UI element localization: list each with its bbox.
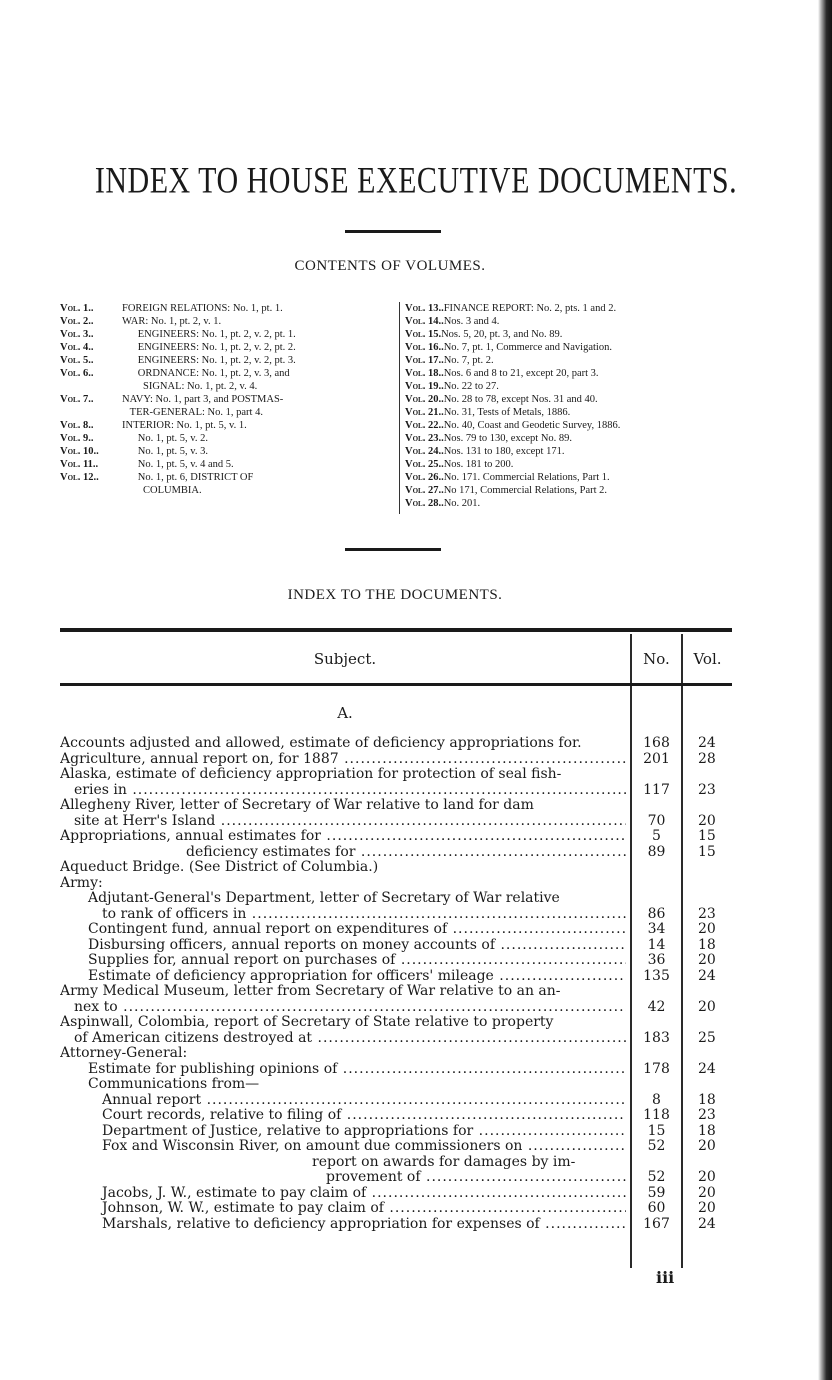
row-doc-number: 118 — [643, 1107, 670, 1123]
volumes-column-divider — [399, 302, 400, 514]
volumes-left-column — [60, 302, 398, 497]
row-subject: eries in ..... — [60, 783, 626, 799]
row-subject: Annual report ..... — [60, 1093, 626, 1109]
volume-description: SIGNAL: No. 1, pt. 2, v. 4. — [122, 381, 258, 392]
section-letter: A. — [337, 704, 353, 722]
volume-line — [405, 419, 735, 432]
volumes-right-column — [405, 302, 735, 510]
header-rule — [60, 683, 732, 686]
volume-line — [60, 367, 398, 380]
row-subject: Accounts adjusted and allowed, estimate of deficiency appropriations for. — [60, 736, 582, 751]
row-subject: Adjutant-General's Department, letter of Secretary of War relative — [88, 891, 560, 906]
row-subject: provement of ..... — [60, 1170, 626, 1186]
volume-line — [405, 497, 735, 510]
row-subject: report on awards for damages by im- — [312, 1154, 576, 1170]
volume-number: Vol. 16.. — [405, 342, 444, 353]
title-divider — [345, 230, 441, 233]
volume-line — [405, 341, 735, 354]
volume-line — [405, 406, 735, 419]
page-edge-shadow — [818, 0, 832, 1380]
index-heading: INDEX TO THE DOCUMENTS. — [287, 587, 503, 603]
volume-line — [60, 419, 398, 432]
row-volume: 15 — [698, 828, 716, 844]
volume-line — [405, 484, 735, 497]
volume-description: No. 1, pt. 5, v. 4 and 5. — [122, 459, 234, 470]
row-doc-number: 52 — [647, 1169, 666, 1185]
row-doc-number: 183 — [643, 1029, 670, 1046]
row-subject: Appropriations, annual estimates for ..... — [60, 829, 626, 845]
row-doc-number: 201 — [643, 750, 670, 767]
volume-line — [405, 458, 735, 471]
volume-description: ORDNANCE: No. 1, pt. 2, v. 3, and — [122, 368, 290, 379]
row-subject: deficiency estimates for ..... — [60, 845, 626, 861]
volume-description: FOREIGN RELATIONS: No. 1, pt. 1. — [122, 303, 283, 314]
table-row — [60, 752, 732, 768]
volume-description: ENGINEERS: No. 1, pt. 2, v. 2, pt. 2. — [122, 342, 296, 353]
row-subject: Jacobs, J. W., estimate to pay claim of ..... — [60, 1186, 626, 1202]
volume-line — [405, 432, 735, 445]
row-subject: Fox and Wisconsin River, on amount due commissioners on ..... — [60, 1139, 626, 1155]
volume-description: FINANCE REPORT: No. 2, pts. 1 and 2. — [443, 303, 617, 314]
volume-description: No. 28 to 78, except Nos. 31 and 40. — [443, 394, 598, 405]
table-row — [60, 953, 732, 969]
volume-line — [60, 406, 398, 419]
row-volume: 20 — [698, 1184, 716, 1201]
volume-line — [60, 354, 398, 367]
table-top-rule — [60, 628, 732, 632]
volume-number: Vol. 9.. — [60, 433, 94, 444]
volume-line — [405, 471, 735, 484]
volume-description: TER-GENERAL: No. 1, part 4. — [122, 407, 263, 418]
row-subject: Allegheny River, letter of Secretary of War relative to land for dam — [60, 798, 534, 813]
row-subject: Agriculture, annual report on, for 1887 ..... — [60, 752, 626, 768]
volume-number: Vol. 13.. — [405, 303, 444, 314]
volume-description: ENGINEERS: No. 1, pt. 2, v. 2, pt. 3. — [122, 355, 296, 366]
row-volume: 20 — [698, 921, 716, 937]
table-row — [60, 938, 732, 954]
volume-description: No. 1, pt. 6, DISTRICT OF — [122, 472, 254, 483]
volume-number: Vol. 8.. — [60, 420, 94, 431]
volume-description: No. 201. — [443, 498, 481, 509]
volume-number: Vol. 23.. — [405, 433, 444, 444]
column-header-no: No. — [643, 650, 670, 668]
volume-number: Vol. 4.. — [60, 342, 94, 353]
volume-description: WAR: No. 1, pt. 2, v. 1. — [122, 316, 222, 327]
volume-line — [60, 445, 398, 458]
table-row — [60, 907, 732, 923]
row-subject: Army: — [60, 875, 103, 891]
volume-line — [60, 432, 398, 445]
volume-description: NAVY: No. 1, part 3, and POSTMAS- — [122, 394, 284, 405]
row-volume: 15 — [698, 843, 716, 860]
section-divider — [345, 548, 441, 551]
table-row — [60, 860, 732, 876]
row-volume: 24 — [698, 967, 716, 984]
row-subject: nex to ..... — [60, 1000, 626, 1016]
volume-line — [60, 458, 398, 471]
row-subject: Estimate of deficiency appropriation for officers' mileage ..... — [60, 969, 626, 985]
row-volume: 20 — [698, 952, 716, 968]
row-volume: 20 — [698, 1200, 716, 1216]
table-row — [60, 1031, 732, 1047]
table-row — [60, 783, 732, 799]
volume-number: Vol. 6.. — [60, 368, 94, 379]
row-subject: of American citizens destroyed at ..... — [60, 1031, 626, 1047]
table-row — [60, 1170, 732, 1186]
page-number: iii — [656, 1268, 675, 1287]
volume-description: Nos. 6 and 8 to 21, except 20, part 3. — [443, 368, 599, 379]
volume-description: No. 1, pt. 5, v. 2. — [122, 433, 208, 444]
volume-description: Nos. 3 and 4. — [443, 316, 500, 327]
volume-number: Vol. 18.. — [405, 368, 444, 379]
index-table — [60, 628, 732, 1268]
table-row — [60, 1046, 732, 1062]
volume-description: No. 7, pt. 1, Commerce and Navigation. — [443, 342, 612, 353]
row-subject: to rank of officers in ..... — [60, 907, 626, 923]
row-doc-number: 178 — [643, 1060, 670, 1077]
table-row — [60, 1000, 732, 1016]
row-doc-number: 42 — [647, 998, 666, 1015]
volume-description: No. 1, pt. 5, v. 3. — [122, 446, 208, 457]
volume-description: Nos. 131 to 180, except 171. — [443, 446, 565, 457]
volume-number: Vol. 26.. — [405, 472, 444, 483]
volume-line — [405, 380, 735, 393]
table-row — [60, 876, 732, 892]
row-doc-number: 36 — [647, 952, 666, 968]
row-volume: 23 — [698, 781, 716, 798]
volume-description: Nos. 181 to 200. — [443, 459, 514, 470]
row-subject: Alaska, estimate of deficiency appropriation for protection of seal fish- — [60, 767, 562, 782]
row-doc-number: 135 — [643, 967, 670, 984]
row-volume: 24 — [698, 735, 716, 751]
row-volume: 18 — [698, 1091, 716, 1108]
table-row — [60, 922, 732, 938]
row-subject: Court records, relative to filing of ..... — [60, 1108, 626, 1124]
volume-description: COLUMBIA. — [122, 485, 202, 496]
row-doc-number: 70 — [647, 812, 666, 829]
table-row — [60, 1139, 732, 1155]
table-row — [60, 1155, 732, 1171]
row-subject: Army Medical Museum, letter from Secretary of War relative to an an- — [60, 984, 561, 999]
row-volume: 28 — [698, 750, 716, 767]
volume-description: No. 31, Tests of Metals, 1886. — [443, 407, 571, 418]
row-subject: Johnson, W. W., estimate to pay claim of ..... — [60, 1201, 626, 1217]
row-volume: 24 — [698, 1215, 716, 1232]
volume-number: Vol. 11.. — [60, 459, 99, 470]
row-doc-number: 15 — [647, 1122, 666, 1139]
row-doc-number: 168 — [643, 735, 670, 751]
table-row — [60, 891, 732, 907]
volume-description: INTERIOR: No. 1, pt. 5, v. 1. — [122, 420, 247, 431]
row-volume: 20 — [698, 1138, 716, 1154]
volume-number: Vol. 5.. — [60, 355, 94, 366]
volume-number: Vol. 12.. — [60, 472, 99, 483]
volume-line — [60, 302, 398, 315]
row-doc-number: 89 — [647, 843, 666, 860]
table-row — [60, 798, 732, 814]
table-row — [60, 1093, 732, 1109]
volume-line — [405, 302, 735, 315]
row-volume: 20 — [698, 1169, 716, 1185]
row-subject: Disbursing officers, annual reports on money accounts of ..... — [60, 938, 626, 954]
table-row — [60, 845, 732, 861]
table-row — [60, 1124, 732, 1140]
row-volume: 18 — [698, 1122, 716, 1139]
row-doc-number: 8 — [652, 1091, 661, 1108]
row-subject: Department of Justice, relative to appropriations for ..... — [60, 1124, 626, 1140]
volume-number: Vol. 2.. — [60, 316, 94, 327]
table-row — [60, 767, 732, 783]
row-doc-number: 167 — [643, 1215, 670, 1232]
volume-number: Vol. 3.. — [60, 329, 94, 340]
volume-number: Vol. 27.. — [405, 485, 444, 496]
row-doc-number: 5 — [652, 828, 661, 844]
table-row — [60, 1201, 732, 1217]
volume-number: Vol. 1.. — [60, 303, 94, 314]
volume-line — [405, 393, 735, 406]
row-volume: 20 — [698, 812, 716, 829]
row-subject: site at Herr's Island ..... — [60, 814, 626, 830]
row-volume: 24 — [698, 1060, 716, 1077]
table-row — [60, 736, 732, 752]
volume-line — [60, 328, 398, 341]
volume-number: Vol. 25.. — [405, 459, 444, 470]
row-subject: Supplies for, annual report on purchases of ..... — [60, 953, 626, 969]
column-header-subject: Subject. — [313, 650, 377, 668]
row-volume: 20 — [698, 998, 716, 1015]
row-subject: Communications from— — [88, 1077, 260, 1092]
row-volume: 23 — [698, 1107, 716, 1123]
row-volume: 18 — [698, 936, 716, 953]
volume-number: Vol. 28.. — [405, 498, 444, 509]
table-row — [60, 1186, 732, 1202]
row-volume: 25 — [698, 1029, 716, 1046]
table-row — [60, 1217, 732, 1233]
volume-line — [405, 315, 735, 328]
row-subject: Estimate for publishing opinions of ..... — [60, 1062, 626, 1078]
column-header-vol: Vol. — [693, 650, 722, 668]
volume-number: Vol. 24.. — [405, 446, 444, 457]
volume-line — [60, 315, 398, 328]
row-doc-number: 14 — [647, 936, 666, 953]
volume-number: Vol. 22.. — [405, 420, 444, 431]
volume-description: No. 40, Coast and Geodetic Survey, 1886. — [443, 420, 621, 431]
page-title: INDEX TO HOUSE EXECUTIVE DOCUMENTS. — [94, 160, 738, 202]
volume-description: Nos. 5, 20, pt. 3, and No. 89. — [441, 329, 563, 340]
row-doc-number: 117 — [643, 781, 670, 798]
volume-number: Vol. 14.. — [405, 316, 444, 327]
contents-heading: CONTENTS OF VOLUMES. — [294, 258, 486, 274]
volume-line — [60, 341, 398, 354]
table-row — [60, 1077, 732, 1093]
volume-number: Vol. 17.. — [405, 355, 444, 366]
volume-line — [60, 380, 398, 393]
volume-description: No 171, Commercial Relations, Part 2. — [443, 485, 608, 496]
volume-line — [60, 471, 398, 484]
volume-line — [405, 445, 735, 458]
table-row — [60, 1062, 732, 1078]
row-doc-number: 60 — [647, 1200, 666, 1216]
volume-line — [405, 328, 735, 341]
table-row — [60, 814, 732, 830]
row-doc-number: 34 — [647, 921, 666, 937]
row-subject: Contingent fund, annual report on expenditures of ..... — [60, 922, 626, 938]
table-row — [60, 1108, 732, 1124]
volume-description: No. 22 to 27. — [443, 381, 499, 392]
volume-line — [405, 354, 735, 367]
volume-description: No. 7, pt. 2. — [443, 355, 494, 366]
table-row — [60, 984, 732, 1000]
volume-number: Vol. 10.. — [60, 446, 99, 457]
table-row — [60, 829, 732, 845]
volume-line — [405, 367, 735, 380]
index-rows — [60, 736, 732, 1232]
volume-number: Vol. 20.. — [405, 394, 444, 405]
row-volume: 23 — [698, 905, 716, 922]
volume-description: ENGINEERS: No. 1, pt. 2, v. 2, pt. 1. — [122, 329, 296, 340]
volume-line — [60, 484, 398, 497]
row-subject: Aspinwall, Colombia, report of Secretary of State relative to property — [60, 1015, 554, 1030]
volume-description: No. 171. Commercial Relations, Part 1. — [443, 472, 610, 483]
table-row — [60, 969, 732, 985]
volume-number: Vol. 7.. — [60, 394, 94, 405]
row-doc-number: 52 — [647, 1138, 666, 1154]
volume-number: Vol. 19.. — [405, 381, 444, 392]
volume-description: Nos. 79 to 130, except No. 89. — [443, 433, 573, 444]
row-subject: Attorney-General: — [60, 1046, 188, 1061]
volume-line — [60, 393, 398, 406]
volume-number: Vol. 21.. — [405, 407, 444, 418]
row-doc-number: 59 — [647, 1184, 666, 1201]
table-row — [60, 1015, 732, 1031]
row-doc-number: 86 — [647, 905, 666, 922]
volume-number: Vol. 15. — [405, 329, 442, 340]
row-subject: Marshals, relative to deficiency appropriation for expenses of ..... — [60, 1217, 626, 1233]
row-subject: Aqueduct Bridge. (See District of Columbia.) — [60, 860, 379, 875]
